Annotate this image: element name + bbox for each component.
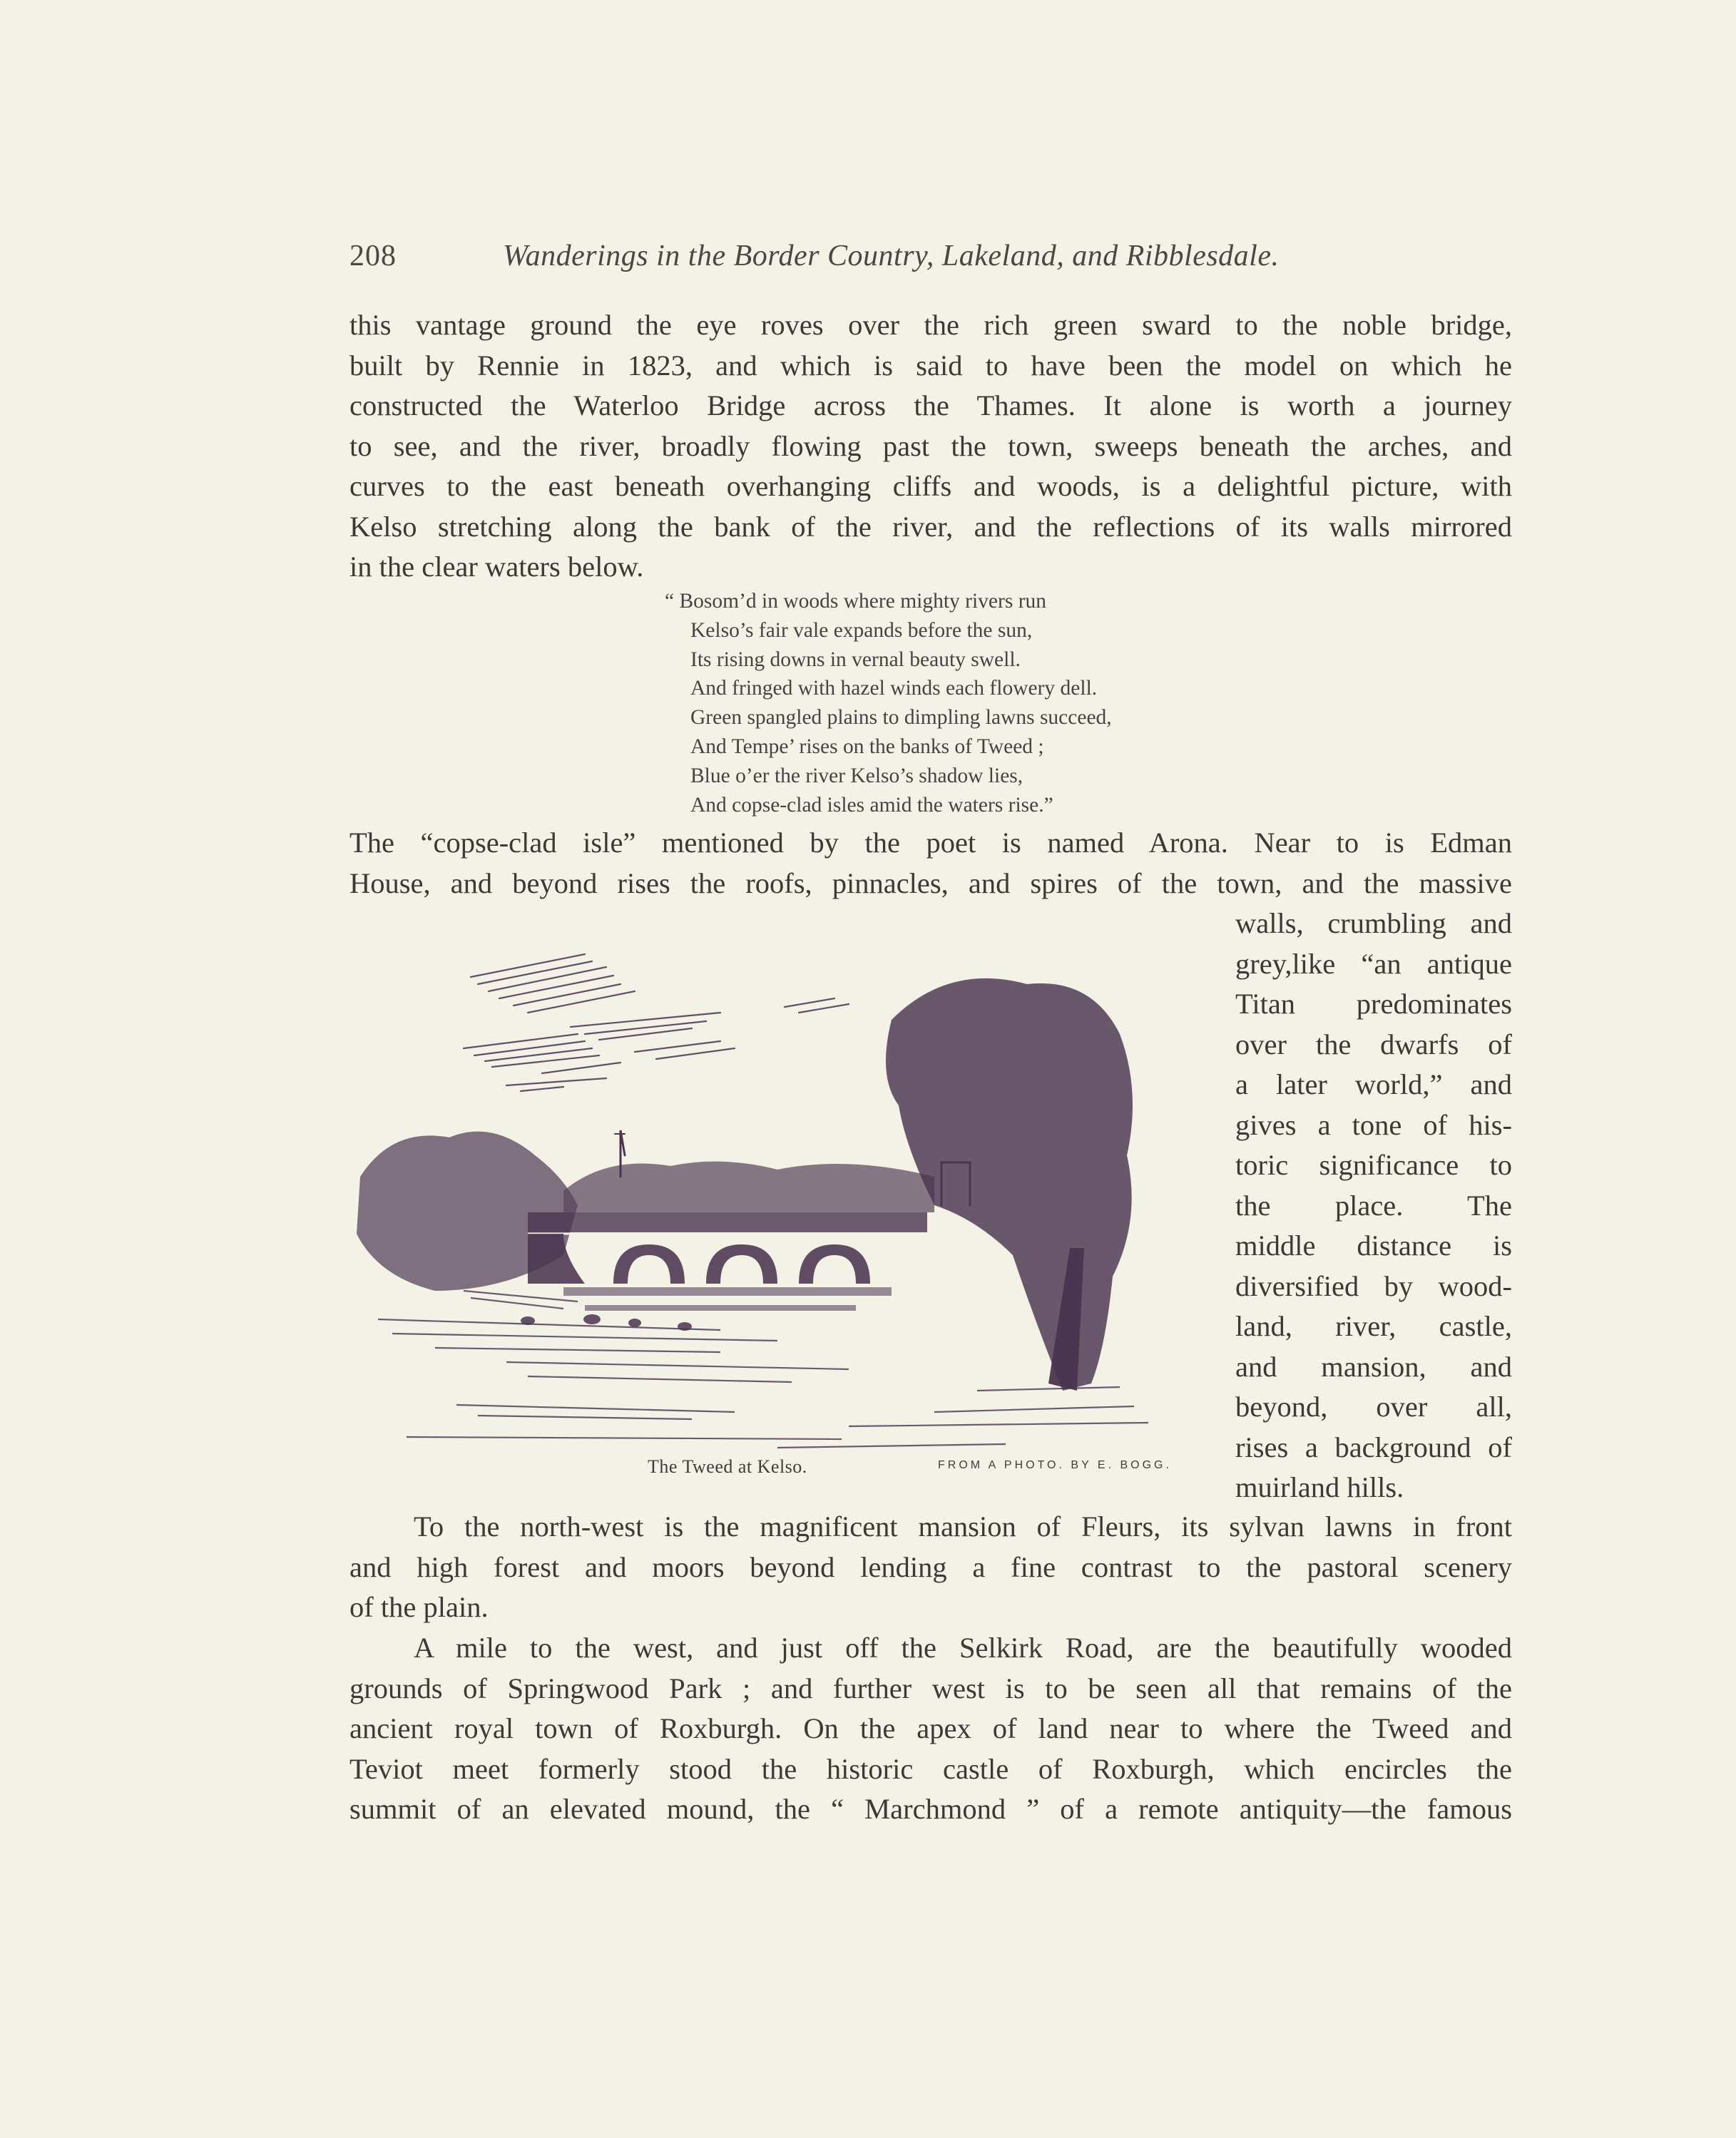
text-line: built by Rennie in 1823, and which is said to have been the model on which he bbox=[349, 349, 1512, 382]
paragraph-2-full-width bbox=[349, 823, 1512, 904]
paragraph-4 bbox=[349, 1628, 1512, 1830]
running-title: Wanderings in the Border Country, Lakeland, and Ribblesdale. bbox=[503, 240, 1280, 272]
text-line: diversified by wood- bbox=[1235, 1269, 1512, 1302]
poem-line: Green spangled plains to dimpling lawns succeed, bbox=[690, 706, 1112, 730]
poem-line: Its rising downs in vernal beauty swell. bbox=[690, 648, 1021, 671]
poem-quotation bbox=[665, 587, 1221, 819]
text-line: curves to the east beneath overhanging cliffs and woods, is a delightful picture, with bbox=[349, 470, 1512, 502]
text-line: toric significance to bbox=[1235, 1149, 1512, 1181]
text-line: grounds of Springwood Park ; and further west is to be seen all that remains of the bbox=[349, 1672, 1512, 1704]
text-line: summit of an elevated mound, the “ Marchmond ” of a remote antiquity—the famous bbox=[349, 1793, 1512, 1825]
text-line: The “copse-clad isle” mentioned by the poet is named Arona. Near to is Edman bbox=[349, 827, 1512, 859]
running-head bbox=[349, 239, 1377, 282]
text-line: House, and beyond rises the roofs, pinnacles, and spires of the town, and the massive bbox=[349, 866, 1512, 899]
poem-line: Kelso’s fair vale expands before the sun, bbox=[690, 618, 1033, 642]
figure-caption: The Tweed at Kelso. bbox=[648, 1456, 807, 1477]
text-line: grey,like “an antique bbox=[1235, 947, 1512, 980]
text-line: beyond, over all, bbox=[1235, 1391, 1512, 1423]
text-line: of the plain. bbox=[349, 1591, 489, 1623]
text-line: muirland hills. bbox=[1235, 1471, 1404, 1503]
engraving-tweed-at-kelso bbox=[349, 920, 1205, 1462]
text-line: a later world,” and bbox=[1235, 1068, 1512, 1100]
poem-line: And Tempe’ rises on the banks of Tweed ; bbox=[690, 735, 1044, 758]
text-line: land, river, castle, bbox=[1235, 1310, 1512, 1342]
text-line: Teviot meet formerly stood the historic castle of Roxburgh, which encircles the bbox=[349, 1752, 1512, 1785]
text-line: and high forest and moors beyond lending a fine contrast to the pastoral scenery bbox=[349, 1550, 1512, 1583]
text-line: over the dwarfs of bbox=[1235, 1028, 1512, 1060]
text-line: this vantage ground the eye roves over the rich green sward to the noble bridge, bbox=[349, 309, 1512, 341]
text-line: To the north-west is the magnificent mansion of Fleurs, its sylvan lawns in front bbox=[414, 1510, 1512, 1543]
text-line: Kelso stretching along the bank of the river, and the reflections of its walls mirrored bbox=[349, 510, 1512, 543]
text-line: to see, and the river, broadly flowing past the town, sweeps beneath the arches, and bbox=[349, 429, 1512, 462]
text-line: the place. The bbox=[1235, 1189, 1512, 1222]
poem-line: And fringed with hazel winds each flowery dell. bbox=[690, 677, 1098, 700]
bridge-engraving-illustration bbox=[349, 920, 1205, 1462]
text-line: ancient royal town of Roxburgh. On the apex of land near to where the Tweed and bbox=[349, 1712, 1512, 1744]
paragraph-1 bbox=[349, 305, 1512, 588]
text-line: gives a tone of his- bbox=[1235, 1108, 1512, 1141]
poem-line: “ Bosom’d in woods where mighty rivers run bbox=[665, 590, 1047, 613]
text-line: in the clear waters below. bbox=[349, 551, 644, 583]
text-line: rises a background of bbox=[1235, 1431, 1512, 1463]
text-line: and mansion, and bbox=[1235, 1350, 1512, 1383]
text-line: middle distance is bbox=[1235, 1229, 1512, 1262]
page-number: 208 bbox=[349, 240, 397, 272]
poem-line: And copse-clad isles amid the waters rise.” bbox=[690, 793, 1053, 817]
paragraph-2-wrapped-column bbox=[1235, 904, 1512, 1508]
paragraph-3 bbox=[349, 1507, 1512, 1628]
text-line: Titan predominates bbox=[1235, 988, 1512, 1020]
text-line: walls, crumbling and bbox=[1235, 907, 1512, 939]
text-line: A mile to the west, and just off the Selkirk Road, are the beautifully wooded bbox=[414, 1632, 1512, 1664]
text-line: constructed the Waterloo Bridge across the Thames. It alone is worth a journey bbox=[349, 389, 1512, 421]
poem-line: Blue o’er the river Kelso’s shadow lies, bbox=[690, 764, 1023, 787]
figure-credit: FROM A PHOTO. BY E. BOGG. bbox=[938, 1459, 1172, 1471]
